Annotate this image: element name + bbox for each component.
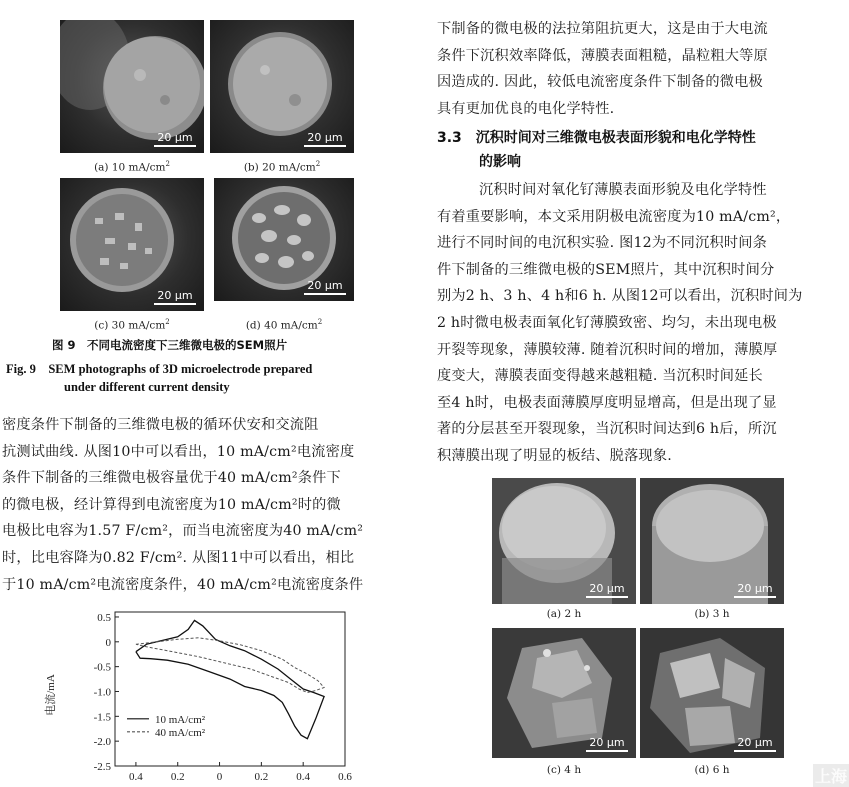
text-line: 沉积时间对氧化钌薄膜表面形貌及电化学特性 [479,182,767,198]
fig9-title-cn: 图 9 不同电流密度下三维微电极的SEM照片 [52,338,288,352]
text-line: 于10 mA/cm²电流密度条件，40 mA/cm²电流密度条件 [2,576,364,593]
text-line: 2 h时微电极表面氧化钌薄膜致密、均匀，未出现电极 [437,314,777,331]
text-line: 进行不同时间的电沉积实验. 图12为不同沉积时间条 [437,235,768,252]
text-line: 电极比电容为1.57 F/cm²，而当电流密度为40 mA/cm² [2,523,364,540]
legend-label: 10 mA/cm² [155,713,206,726]
scale-bar: 20 μm [304,132,346,147]
chart-y-axis-label: 电流/mA [45,674,57,716]
right-paragraph-2 [437,177,845,470]
x-tick-label: 0.2 [170,771,185,783]
x-tick-label: 0.4 [296,771,311,783]
section-heading [437,126,845,174]
text-line: 的微电极，经计算得到电流密度为10 mA/cm²时的微 [2,496,341,513]
text-line: 密度条件下制备的三维微电极的循环伏安和交流阻 [2,417,319,433]
x-tick-label: 0 [216,771,223,783]
watermark-logo: 上海 [813,764,849,787]
legend-label: 40 mA/cm² [155,726,206,739]
text-line: 度变大，薄膜表面变得越来越粗糙. 当沉积时间延长 [437,368,763,385]
x-tick-label: 0.4 [129,771,143,783]
y-tick-label: -2.0 [93,736,111,749]
text-line: 至4 h时，电极表面薄膜厚度明显增高，但是出现了显 [437,394,777,411]
text-line: 积薄膜出现了明显的板结、脱落现象. [437,447,672,464]
fig9-caption-a: (a) 10 $mA/cm^2$ [94,160,170,174]
cv-chart [40,600,360,787]
scale-bar: 20 μm [734,583,776,598]
y-tick-label: -1.0 [93,686,111,699]
y-tick-label: 0.5 [97,611,111,624]
fig9-caption-c: (c) 30 $mA/cm^2$ [94,318,170,332]
y-tick-label: -2.5 [93,761,111,773]
fig12-panel-a [492,478,636,604]
text-line: 条件下沉积效率降低，薄膜表面粗糙，晶粒粗大等原 [437,47,768,64]
fig9-panel-d [214,178,354,301]
scale-bar: 20 μm [734,737,776,752]
fig12-caption-b: (b) 3 h [694,608,730,620]
fig9-title-en-line2: under different current density [64,380,230,394]
fig9-panel-c [60,178,204,311]
chart-frame [115,612,345,766]
chart-axes [94,612,353,783]
fig9-caption-b: (b) 20 $mA/cm^2$ [243,160,321,174]
text-line: 别为2 h、3 h、4 h和6 h. 从图12可以看出，沉积时间为 [437,288,803,305]
scale-bar: 20 μm [154,290,196,305]
y-tick-label: 0 [105,636,111,649]
x-tick-label: 0.6 [338,771,352,783]
scale-bar: 20 μm [304,280,346,295]
fig12-panel-d [640,628,784,758]
fig12-panel-b [640,478,784,604]
text-line: 著的分层甚至开裂现象，当沉积时间达到6 h后，所沉 [437,421,777,438]
text-line: 有着重要影响，本文采用阴极电流密度为10 mA/cm²， [437,208,791,225]
left-paragraph [2,412,412,598]
section-heading-line1: 3.3 沉积时间对三维微电极表面形貌和电化学特性 [437,130,756,146]
fig9-caption-d: (d) 40 $mA/cm^2$ [245,318,323,332]
fig9-title-en [6,360,416,396]
scale-bar: 20 μm [154,132,196,147]
text-line: 下制备的微电极的法拉第阻抗更大，这是由于大电流 [437,21,768,37]
fig12-caption-d: (d) 6 h [694,764,730,776]
text-line: 开裂等现象，薄膜较薄. 随着沉积时间的增加，薄膜厚 [437,341,778,358]
scale-bar: 20 μm [586,583,628,598]
text-line: 件下制备的三维微电极的SEM照片，其中沉积时间分 [437,261,775,278]
fig12-caption-a: (a) 2 h [546,608,582,620]
y-tick-label: -0.5 [93,661,111,674]
fig12-caption-c: (c) 4 h [546,764,582,776]
text-line: 因造成的. 因此，较低电流密度条件下制备的微电极 [437,74,763,91]
text-line: 抗测试曲线. 从图10中可以看出，10 mA/cm²电流密度 [2,443,355,460]
text-line: 时，比电容降为0.82 F/cm². 从图11中可以看出，相比 [2,549,355,566]
fig9-panel-b [210,20,354,153]
y-tick-label: -1.5 [93,711,111,724]
text-line: 具有更加优良的电化学特性. [437,100,615,117]
fig9-title-en-line1: Fig. 9 SEM photographs of 3D microelectrode prepared [6,362,313,376]
chart-legend [127,714,206,739]
fig12-panel-c [492,628,636,758]
scale-bar: 20 μm [586,737,628,752]
x-tick-label: 0.2 [254,771,269,783]
text-line: 条件下制备的三维微电极容量优于40 mA/cm²条件下 [2,470,341,487]
section-heading-line2: 的影响 [479,154,521,170]
fig9-panel-a [60,20,204,153]
right-paragraph-1 [437,16,845,122]
